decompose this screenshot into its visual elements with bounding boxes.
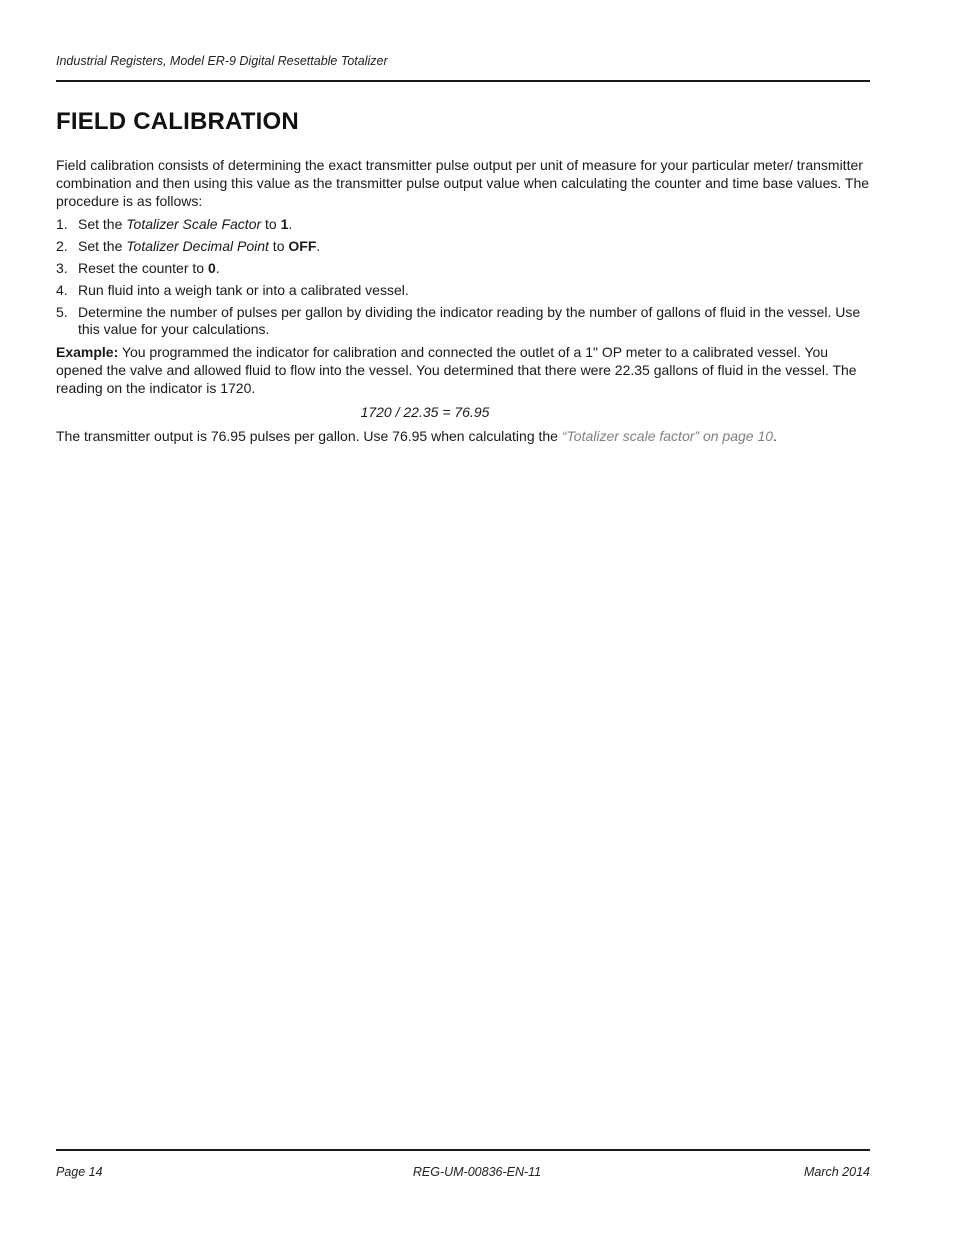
running-header: Industrial Registers, Model ER-9 Digital Resettable Totalizer	[56, 54, 388, 68]
document-id: REG-UM-00836-EN-11	[412, 1165, 542, 1179]
header-rule	[56, 80, 870, 82]
step-number: 4.	[56, 282, 68, 298]
list-item: 4. Run fluid into a weigh tank or into a calibrated vessel.	[56, 282, 409, 298]
example-label: Example:	[56, 344, 119, 360]
list-item: 2. Set the Totalizer Decimal Point to OFF.	[56, 238, 321, 254]
list-item: 1. Set the Totalizer Scale Factor to 1.	[56, 216, 293, 232]
page-content	[56, 106, 870, 445]
step-number: 3.	[56, 260, 68, 276]
setting-value: 1	[280, 216, 289, 232]
page-number: Page 14	[56, 1165, 103, 1179]
setting-name: Totalizer Scale Factor	[126, 216, 262, 232]
list-item: 5. Determine the number of pulses per gallon by dividing the indicator reading by the number of gallons of fluid in the vessel. Use this value for your calculations.	[56, 304, 861, 337]
result-paragraph: The transmitter output is 76.95 pulses per gallon. Use 76.95 when calculating the “Totalizer scale factor” on page 10.	[56, 428, 777, 444]
setting-name: Totalizer Decimal Point	[126, 238, 269, 254]
cross-reference-link[interactable]: “Totalizer scale factor” on page 10	[561, 428, 774, 444]
footer-rule	[56, 1149, 870, 1151]
step-number: 5.	[56, 304, 68, 320]
step-number: 1.	[56, 216, 68, 232]
setting-value: 0	[207, 260, 216, 276]
intro-paragraph: Field calibration consists of determining the exact transmitter pulse output per unit of measure for your particular meter/ transmitter combination and then using this value as the transmitter pulse output value when calculating the counter and time base values. The procedure is as follows:	[56, 157, 870, 209]
setting-value: OFF	[288, 238, 317, 254]
procedure-list	[56, 216, 870, 338]
publish-date: March 2014	[803, 1165, 870, 1179]
example-paragraph: Example: You programmed the indicator for calibration and connected the outlet of a 1" OP meter to a calibrated vessel. You opened the valve and allowed fluid to flow into the vessel. You determined that there were 22.35 gallons of fluid in the vessel. The reading on the indicator is 1720.	[56, 344, 857, 396]
step-number: 2.	[56, 238, 68, 254]
list-item: 3. Reset the counter to 0.	[56, 260, 220, 276]
section-heading: FIELD CALIBRATION	[56, 108, 299, 135]
calculation-equation: 1720 / 22.35 = 76.95	[360, 404, 490, 420]
